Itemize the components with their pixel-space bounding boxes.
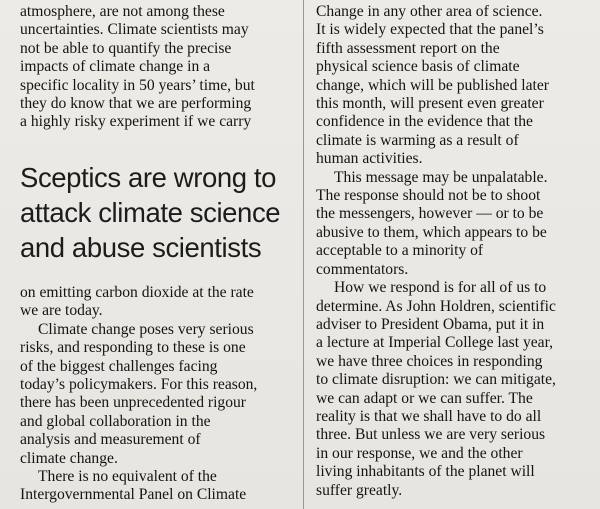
- text-line: confidence in the evidence that the: [316, 113, 533, 131]
- text-line: uncertainties. Climate scientists may: [20, 21, 249, 39]
- text-line: determine. As John Holdren, scientific: [316, 297, 556, 315]
- left-column: [20, 3, 292, 132]
- text-line: specific locality in 50 years’ time, but: [20, 76, 255, 94]
- text-line: climate is warming as a result of: [316, 131, 519, 149]
- text-line: Climate change poses very serious: [38, 320, 254, 338]
- text-line: adviser to President Obama, put it in: [316, 315, 545, 333]
- text-line: How we respond is for all of us to: [334, 279, 547, 297]
- text-line: not be able to quantify the precise: [20, 39, 232, 57]
- text-line: This message may be unpalatable.: [334, 168, 548, 186]
- text-line: suffer greatly.: [316, 481, 403, 499]
- text-line: impacts of climate change in a: [20, 58, 211, 76]
- text-line: to climate disruption: we can mitigate,: [316, 371, 556, 389]
- text-line: we can adapt or we can suffer. The: [316, 389, 533, 407]
- pull-quote-line: attack climate science: [20, 197, 281, 228]
- text-line: analysis and measurement of: [20, 431, 201, 449]
- column-divider: [303, 0, 304, 509]
- text-line: Change in any other area of science.: [316, 3, 543, 20]
- text-line: today’s policymakers. For this reason,: [20, 376, 258, 394]
- text-line: physical science basis of climate: [316, 58, 520, 76]
- text-line: climate change.: [20, 449, 118, 467]
- text-line: in our response, we and the other: [316, 444, 523, 462]
- text-line: It is widely expected that the panel’s: [316, 21, 544, 39]
- text-line: risks, and responding to these is one: [20, 339, 246, 357]
- left-column-lower: [20, 284, 292, 505]
- text-line: change, which will be published later: [316, 76, 549, 94]
- text-line: on emitting carbon dioxide at the rate: [20, 284, 254, 301]
- right-column: [316, 3, 588, 500]
- pull-quote-line: and abuse scientists: [20, 232, 262, 263]
- text-line: living inhabitants of the planet will: [316, 463, 535, 481]
- text-line: we have three choices in responding: [316, 352, 543, 370]
- text-line: the messengers, however — or to be: [316, 205, 544, 223]
- text-line: human activities.: [316, 150, 423, 168]
- text-line: they do know that we are performing: [20, 95, 252, 113]
- text-line: a highly risky experiment if we carry: [20, 113, 252, 131]
- text-line: abusive to them, which appears to be: [316, 223, 547, 241]
- text-line: a lecture at Imperial College last year,: [316, 334, 554, 352]
- text-line: The response should not be to shoot: [316, 187, 541, 205]
- text-line: atmosphere, are not among these: [20, 3, 225, 20]
- text-line: There is no equivalent of the: [38, 468, 217, 486]
- text-line: and global collaboration in the: [20, 412, 211, 430]
- text-line: fifth assessment report on the: [316, 39, 500, 57]
- text-line: this month, will present even greater: [316, 95, 544, 113]
- text-line: of the biggest challenges facing: [20, 357, 218, 375]
- text-line: acceptable to a minority of: [316, 242, 484, 260]
- text-line: reality is that we shall have to do all: [316, 407, 542, 425]
- text-line: three. But unless we are very serious: [316, 426, 546, 444]
- text-line: Intergovernmental Panel on Climate: [20, 486, 247, 504]
- text-line: commentators.: [316, 260, 409, 278]
- text-line: we are today.: [20, 302, 103, 320]
- pull-quote: [20, 160, 296, 265]
- text-line: there has been unprecedented rigour: [20, 394, 247, 412]
- pull-quote-line: Sceptics are wrong to: [20, 162, 277, 193]
